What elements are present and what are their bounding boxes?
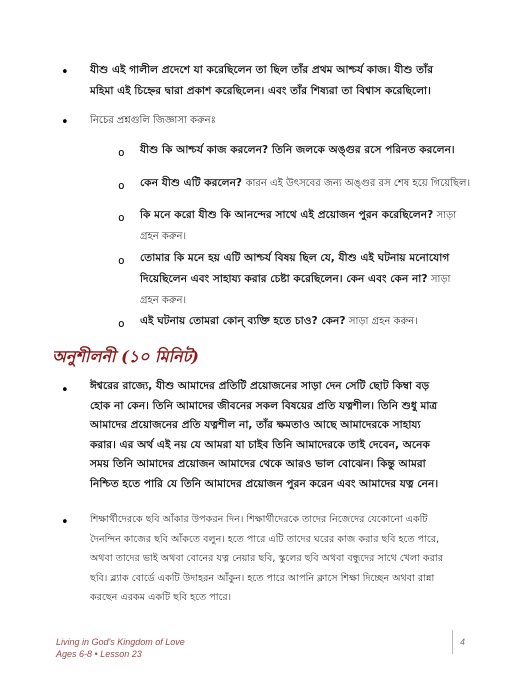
text-line: অথবা তাদের ভাই অথবা বোনের যত্ন নেয়ার ছবি, স্কুলের ছবি অথবা বন্ধুদের সাথে খেলা করার	[90, 553, 443, 564]
question-text: যীশু কি আশ্চর্য কাজ করলেন? তিনি জলকে অঙ্গুর রসে পরিনত করলেন।	[140, 144, 455, 156]
sub-bullet: o	[118, 179, 125, 192]
page-number: 4	[460, 637, 466, 647]
text-line: মহিমা এই চিহ্নের দ্বারা প্রকাশ করেছিলেন। এবং তাঁর শিষ্যরা তা বিশ্বাস করেছিলো।	[90, 85, 431, 97]
question-5	[140, 311, 418, 332]
text-line: নিশ্চিত হতে পারি যে তিনি আমাদের প্রয়োজন পুরন করেন এবং আমাদের যত্ন নেন।	[90, 477, 439, 490]
text-line: নিচের প্রশ্নগুলি জিজ্ঞাসা করুনঃ	[90, 115, 216, 126]
footer-subtitle	[56, 648, 185, 660]
question-text: এই ঘটনায় তোমরা কোন্ ব্যক্তি হতে চাও? কেন?	[140, 315, 346, 327]
answer-text: সাড়া	[430, 274, 451, 285]
text-line: করছেন এরকম একটি ছবি হতে পারে।	[90, 592, 232, 603]
footer-course-info	[56, 636, 185, 660]
footer-separator: •	[94, 649, 98, 659]
answer-text: গ্রহন করুন।	[140, 231, 187, 242]
bullet-dot: •	[61, 383, 69, 398]
question-1	[140, 140, 455, 161]
question-3	[140, 205, 456, 247]
sub-bullet: o	[118, 317, 125, 330]
practice-bullet-2	[90, 510, 443, 608]
intro-bullet-2	[90, 110, 216, 131]
question-2	[140, 173, 470, 194]
text-line: করার। এর অর্থ এই নয় যে আমরা যা চাইব তিনি আমাদেরকে তাই দেবেন, অনেক	[90, 438, 430, 451]
question-4	[140, 248, 450, 311]
section-heading: অনুশীলনী (১০ মিনিট)	[52, 347, 199, 366]
text-line: ছবি। ব্ল্যাক বোর্ডে একটি উদাহরন আঁকুন। হতে পারে আপনি ক্লাসে শিক্ষা দিচ্ছেন অথবা রান্না	[90, 572, 435, 584]
footer-ages: Ages 6-8	[56, 649, 93, 659]
text-line: যীশু এই গালীল প্রদেশে যা করেছিলেন তা ছিল তাঁর প্রথম আশ্চর্য কাজ। যীশু তাঁর	[90, 64, 434, 76]
question-text: কি মনে করো যীশু কি আনন্দের সাথে এই প্রয়োজন পুরন করেছিলেন?	[140, 209, 434, 221]
text-line: ঈশ্বরের রাজ্যে, যীশু আমাদের প্রতিটি প্রয়োজনের সাড়া দেন সেটি ছোট কিম্বা বড়	[90, 380, 430, 392]
text-line: আমাদের প্রয়োজনের প্রতি যত্নশীল না, তাঁর ক্ষমতাও আছে আমাদেরকে সাহায্য	[90, 419, 421, 431]
text-line: দৈনন্দিন কাজের ছবি আঁকতে বলুন। হতে পারে এটি তাদের ঘরের কাজ করার ছবি হতে পারে,	[90, 533, 440, 545]
intro-bullet-1	[90, 60, 433, 102]
bullet-dot: •	[61, 115, 69, 130]
answer-text: সাড়া	[436, 210, 457, 221]
answer-text: গ্রহন করুন।	[140, 295, 187, 306]
question-text: দিয়েছিলেন এবং সাহায্য করার চেষ্টা করেছিলেন। কেন এবং কেন না?	[140, 273, 428, 285]
text-line: সময় তিনি আমাদের প্রয়োজন আমাদের থেকে আরও ভাল বোঝেন। কিন্তু আমরা	[90, 458, 426, 470]
footer-title: Living in God's Kingdom of Love	[56, 637, 185, 647]
footer-divider	[452, 630, 453, 654]
practice-bullet-1	[90, 377, 438, 494]
sub-bullet: o	[118, 146, 125, 159]
text-line: শিক্ষার্থীদেরকে ছবি আঁকার উপকরন দিন। শিক্ষার্থীদেরকে তাদের নিজেদের যেকোনো একটি	[90, 514, 428, 525]
question-text: কেন যীশু এটি করলেন?	[140, 177, 243, 189]
footer-lesson: Lesson 23	[100, 649, 142, 659]
text-line: হোক না কেন। তিনি আমাদের জীবনের সকল বিষয়ের প্রতি যত্নশীল। তিনি শুধু মাত্র	[90, 399, 438, 412]
bullet-dot: •	[61, 515, 69, 530]
question-text: তোমার কি মনে হয় এটি আশ্চর্য বিষয় ছিল যে, যীশু এই ঘটনায় মনোযোগ	[140, 252, 450, 264]
sub-bullet: o	[118, 254, 125, 267]
bullet-dot: •	[61, 65, 69, 80]
sub-bullet: o	[118, 211, 125, 224]
answer-text: কারন এই উৎসবের জন্য অঙ্গুর রস শেষ হয়ে গিয়েছিল।	[245, 178, 471, 189]
answer-text: সাড়া গ্রহন করুন।	[348, 316, 418, 327]
